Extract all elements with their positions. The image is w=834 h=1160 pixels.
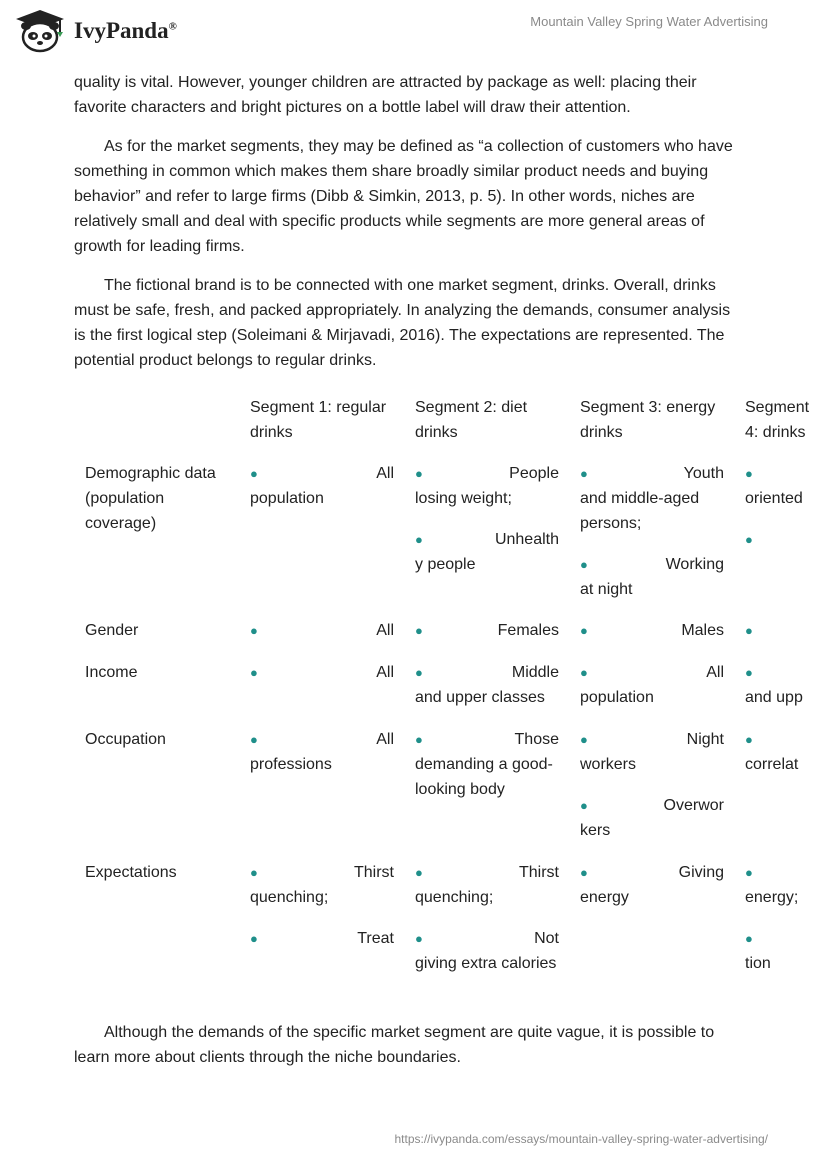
bullet-icon: ●	[745, 732, 753, 747]
bullet-icon: ●	[415, 865, 423, 880]
bullet-icon: ●	[745, 865, 753, 880]
header-segment-4: Segment 4: drinks	[745, 399, 810, 441]
list-item: ● Treat	[250, 926, 394, 951]
table-row-occupation	[74, 727, 834, 860]
row-label: Expectations	[85, 864, 177, 881]
brand-name: IvyPanda®	[74, 18, 177, 43]
bullet-icon: ●	[745, 532, 753, 547]
bullet-icon: ●	[415, 931, 423, 946]
list-item: ● energy;	[745, 860, 824, 910]
cell-seg2	[404, 727, 569, 843]
bullet-icon: ●	[415, 466, 423, 481]
list-item: ● Not giving extra calories	[415, 926, 559, 976]
document-title: Mountain Valley Spring Water Advertising	[530, 14, 768, 29]
cell-seg4	[734, 618, 834, 643]
bullet-icon: ●	[580, 466, 588, 481]
bullet-icon: ●	[250, 931, 258, 946]
cell-seg2: ● Middle and upper classes	[404, 660, 569, 710]
cell-seg3	[569, 461, 734, 602]
list-item: ● Thirst quenching;	[250, 860, 394, 910]
cell-seg2	[404, 461, 569, 602]
bullet-icon: ●	[250, 865, 258, 880]
bullet-icon: ●	[580, 732, 588, 747]
bullet-icon: ●	[580, 623, 588, 638]
bullet-icon: ●	[745, 623, 753, 638]
cell-seg3	[569, 860, 734, 976]
list-item: ● Night workers	[580, 727, 724, 777]
cell-seg1: ● All	[239, 618, 404, 643]
list-item: ● People losing weight;	[415, 461, 559, 511]
list-item: ● oriented	[745, 461, 824, 511]
table-row-expectations	[74, 860, 834, 992]
list-item: ● correlat	[745, 727, 824, 777]
bullet-icon: ●	[580, 557, 588, 572]
row-label: Gender	[85, 622, 139, 639]
closing-paragraph-block	[74, 1020, 734, 1070]
list-item: ● tion	[745, 926, 824, 976]
header-cell-empty	[74, 395, 239, 445]
cell-seg3	[569, 727, 734, 843]
table-row-demographic	[74, 457, 834, 618]
bullet-icon: ●	[415, 732, 423, 747]
ivypanda-logo[interactable]	[12, 8, 177, 54]
cell-seg4	[734, 461, 834, 602]
list-item: ● Youth and middle-aged persons;	[580, 461, 724, 536]
cell-seg4	[734, 860, 834, 976]
bullet-icon: ●	[745, 466, 753, 481]
cell-seg1	[239, 860, 404, 976]
header-segment-2: Segment 2: diet drinks	[415, 399, 528, 441]
bullet-icon: ●	[580, 865, 588, 880]
list-item: ● Giving energy	[580, 860, 724, 910]
bullet-icon: ●	[415, 623, 423, 638]
table-row-gender	[74, 618, 834, 660]
table-header-row	[74, 395, 834, 457]
list-item: ● Unhealth y people	[415, 527, 559, 577]
bullet-icon: ●	[580, 665, 588, 680]
list-item: ● Those demanding a good-looking body	[415, 727, 559, 802]
bullet-icon: ●	[745, 931, 753, 946]
cell-seg1	[239, 727, 404, 843]
list-item: ● Thirst quenching;	[415, 860, 559, 910]
bullet-icon: ●	[580, 798, 588, 813]
source-url[interactable]: https://ivypanda.com/essays/mountain-valley-spring-water-advertising/	[394, 1132, 768, 1146]
cell-seg1	[239, 461, 404, 602]
list-item: ● Working at night	[580, 552, 724, 602]
bullet-icon: ●	[250, 466, 258, 481]
bullet-icon: ●	[415, 665, 423, 680]
row-label: Demographic data (population coverage)	[85, 465, 216, 532]
table-row-income	[74, 660, 834, 727]
row-label: Income	[85, 664, 138, 681]
header-segment-3: Segment 3: energy drinks	[580, 399, 716, 441]
segments-table	[74, 395, 834, 992]
header-segment-1: Segment 1: regular drinks	[250, 399, 387, 441]
paragraph-2: As for the market segments, they may be defined as “a collection of customers who have something in common which makes them share broadly similar product needs and buying behavior” and refer to large firms (Dibb & Simkin, 2013, p. 5). In other words, niches are relatively small and deal with specific products while segments are more general areas of growth for leading firms.	[74, 138, 733, 255]
cell-seg2	[404, 860, 569, 976]
bullet-icon: ●	[250, 623, 258, 638]
panda-icon	[12, 8, 68, 54]
cell-seg4: ● and upp	[734, 660, 834, 710]
bullet-icon: ●	[250, 665, 258, 680]
bullet-icon: ●	[250, 732, 258, 747]
cell-seg3: ● Males	[569, 618, 734, 643]
list-item	[745, 527, 824, 552]
row-label: Occupation	[85, 731, 166, 748]
essay-body	[74, 70, 734, 387]
list-item: ● Overwor kers	[580, 793, 724, 843]
paragraph-1: quality is vital. However, younger children are attracted by package as well: placing their favorite characters and bright pictures on a bottle label will draw their attention.	[74, 74, 697, 116]
cell-seg4	[734, 727, 834, 843]
cell-seg1: ● All	[239, 660, 404, 710]
paragraph-3: The fictional brand is to be connected with one market segment, drinks. Overall, drinks must be safe, fresh, and packed appropriately. In analyzing the demands, consumer analysis is the first logical step (Soleimani & Mirjavadi, 2016). The expectations are represented. The potential product belongs to regular drinks.	[74, 277, 731, 369]
cell-seg3: ● All population	[569, 660, 734, 710]
bullet-icon: ●	[415, 532, 423, 547]
list-item: ● All population	[250, 461, 394, 511]
cell-seg2: ● Females	[404, 618, 569, 643]
list-item: ● All professions	[250, 727, 394, 777]
page-header	[0, 0, 800, 62]
paragraph-4: Although the demands of the specific market segment are quite vague, it is possible to learn more about clients through the niche boundaries.	[74, 1024, 715, 1066]
bullet-icon: ●	[745, 665, 753, 680]
